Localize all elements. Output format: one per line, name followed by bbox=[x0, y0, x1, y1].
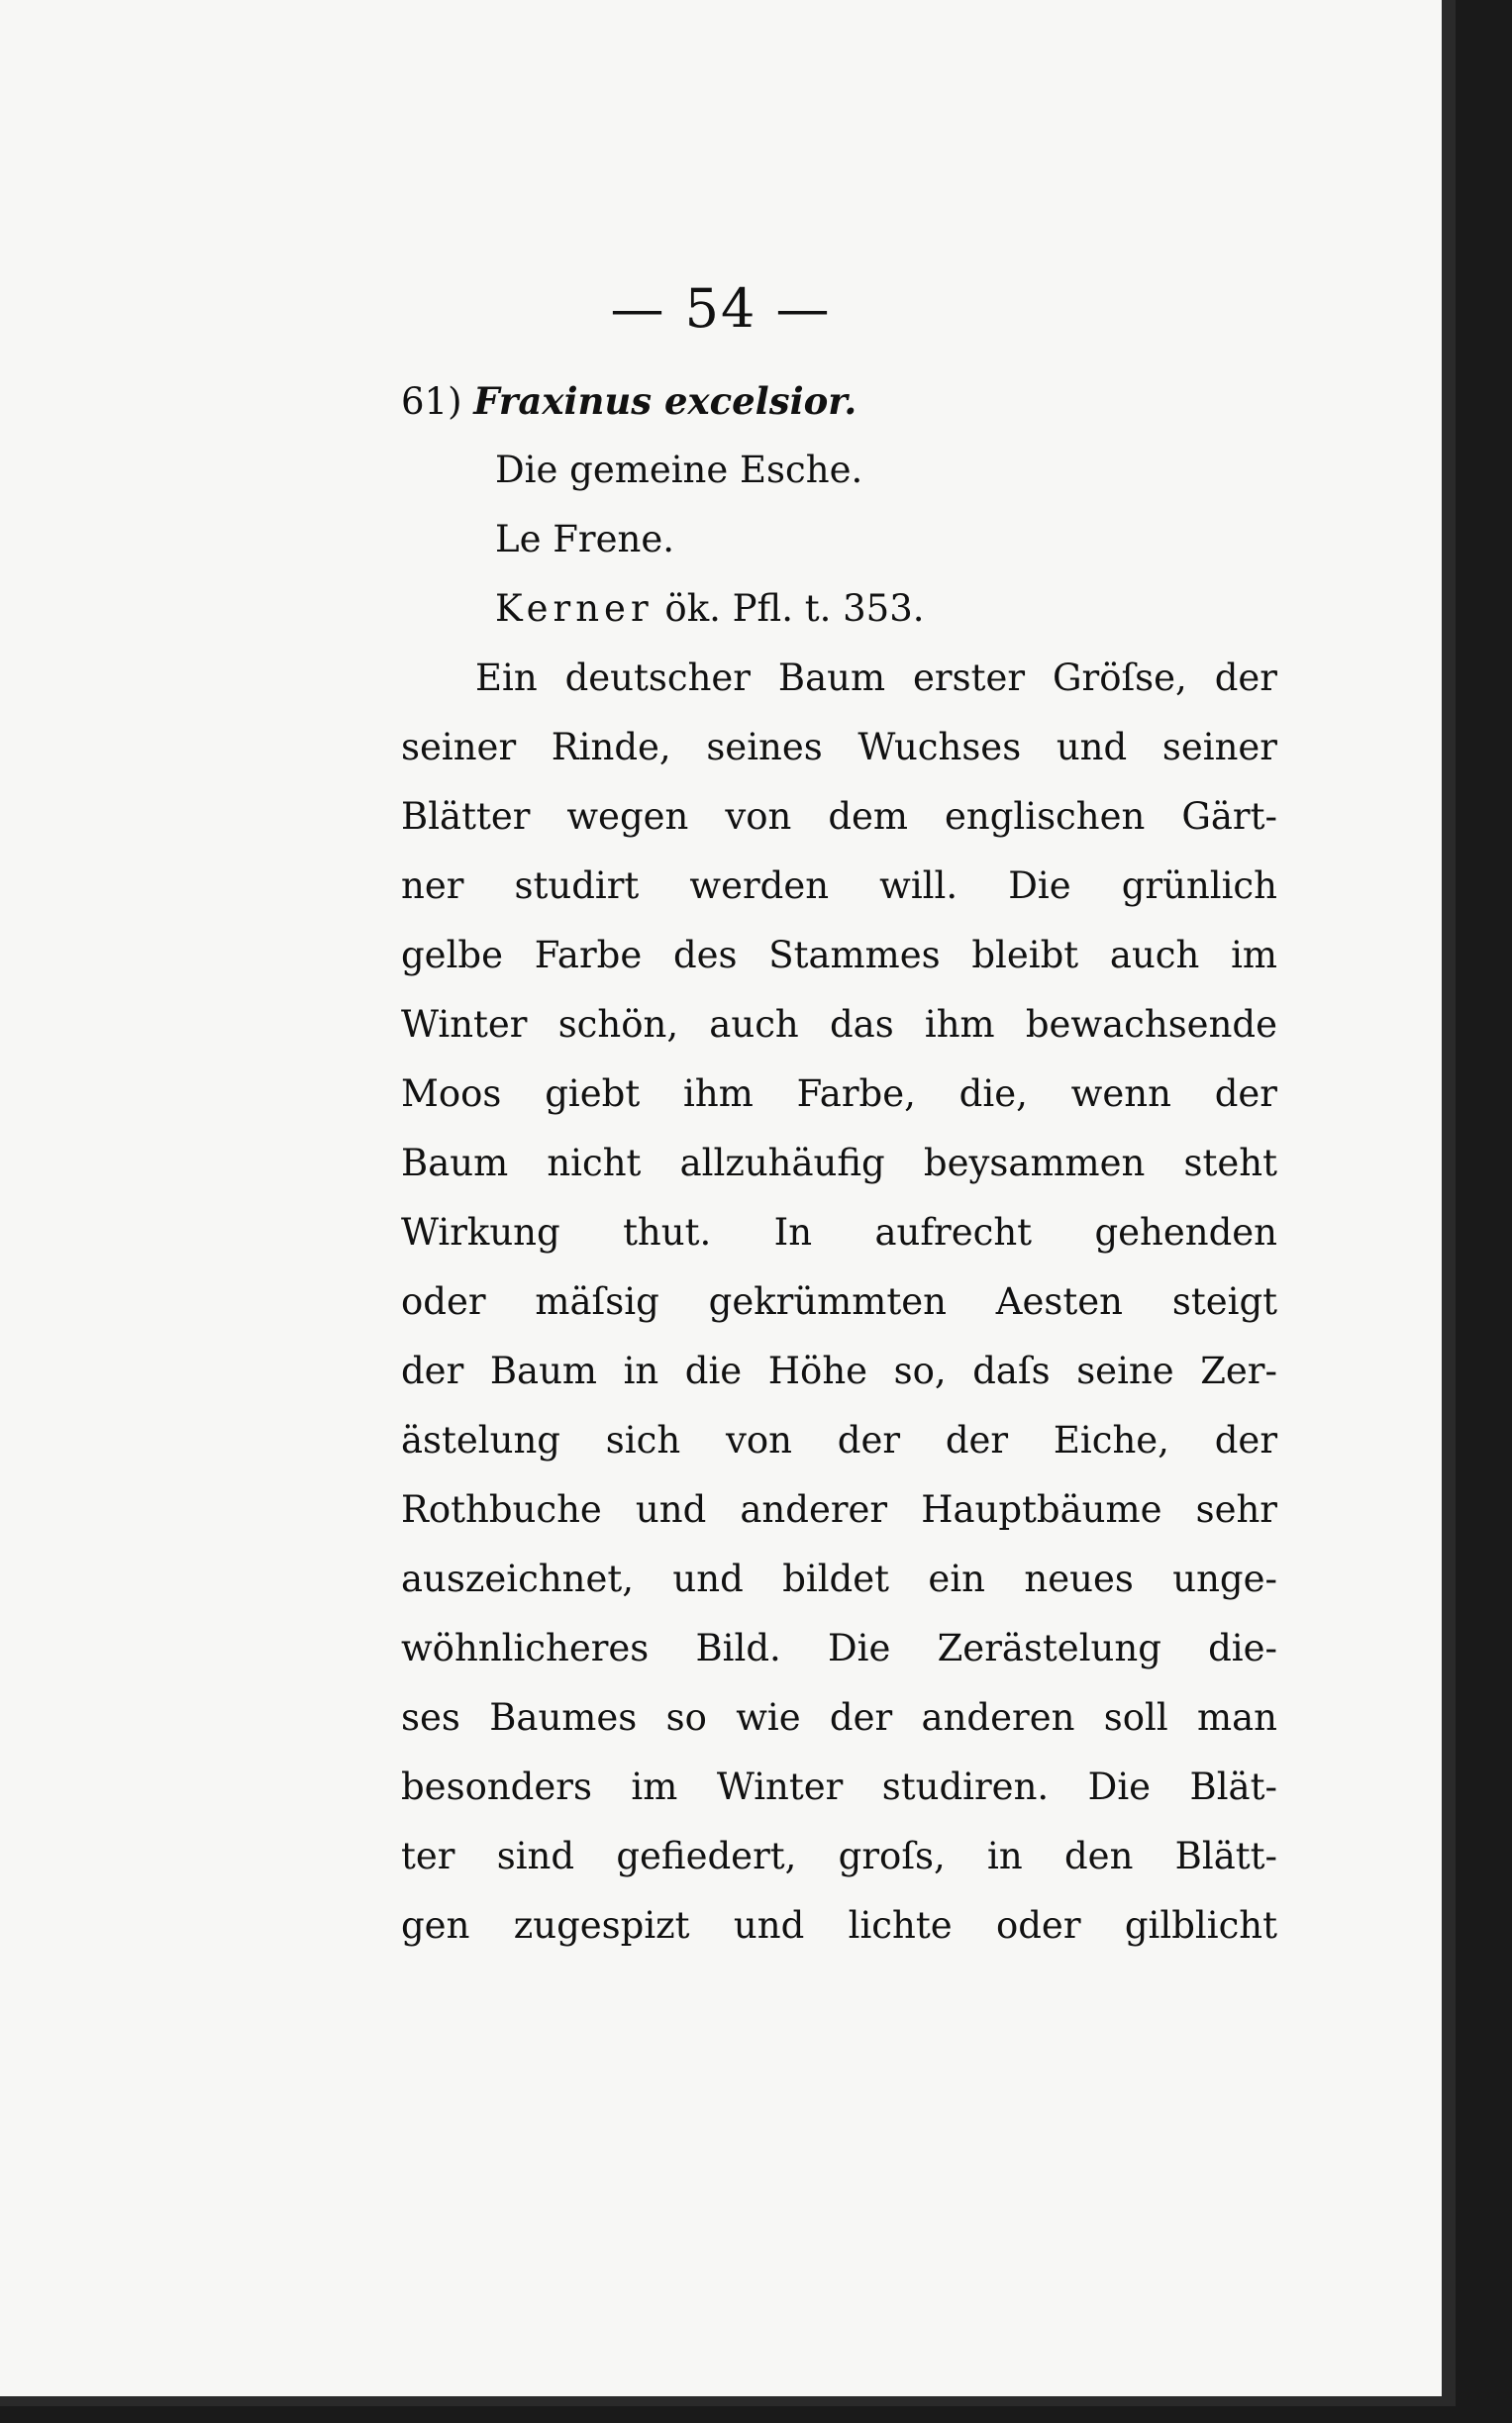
body-line: Winter schön, auch das ihm bewachsende bbox=[401, 1003, 1277, 1046]
body-line: Rothbuche und anderer Hauptbäume sehr bbox=[401, 1488, 1277, 1531]
reference-author: Kerner bbox=[495, 587, 654, 630]
body-line: seiner Rinde, seines Wuchses und seiner bbox=[401, 726, 1277, 768]
french-name: Le Frene. bbox=[495, 518, 674, 560]
heading-latin-line bbox=[401, 366, 1277, 436]
body-line: Baum nicht allzuhäufig beysammen steht bbox=[401, 1142, 1277, 1184]
reference-rest: ök. Pfl. t. 353. bbox=[664, 587, 925, 630]
entry-number: 61) bbox=[401, 380, 462, 423]
entry-heading bbox=[401, 366, 1277, 644]
body-line: ses Baumes so wie der anderen soll man bbox=[401, 1696, 1277, 1739]
body-line: wöhnlicheres Bild. Die Zerästelung die- bbox=[401, 1627, 1277, 1669]
body-line: gelbe Farbe des Stammes bleibt auch im bbox=[401, 934, 1277, 976]
body-line: Wirkung thut. In aufrecht gehenden bbox=[401, 1211, 1277, 1254]
body-line: ästelung sich von der der Eiche, der bbox=[401, 1419, 1277, 1462]
german-name: Die gemeine Esche. bbox=[495, 449, 863, 491]
body-text bbox=[401, 644, 1277, 1961]
reference-line bbox=[401, 574, 1277, 644]
body-line: Moos giebt ihm Farbe, die, wenn der bbox=[401, 1072, 1277, 1115]
body-line: auszeichnet, und bildet ein neues unge- bbox=[401, 1558, 1277, 1600]
body-line: oder mäſsig gekrümmten Aesten steigt bbox=[401, 1280, 1277, 1323]
body-line: Blätter wegen von dem englischen Gärt- bbox=[401, 795, 1277, 838]
body-line: besonders im Winter studiren. Die Blät- bbox=[401, 1766, 1277, 1808]
body-line: ner studirt werden will. Die grünlich bbox=[401, 864, 1277, 907]
body-line: ter sind gefiedert, groſs, in den Blätt- bbox=[401, 1835, 1277, 1877]
body-line: Ein deutscher Baum erster Gröſse, der bbox=[475, 656, 1277, 699]
body-line: der Baum in die Höhe so, daſs seine Zer- bbox=[401, 1350, 1277, 1392]
page-number: — 54 — bbox=[610, 277, 832, 340]
body-line: gen zugespizt und lichte oder gilblicht bbox=[401, 1904, 1277, 1947]
latin-name: Fraxinus excelsior. bbox=[473, 379, 857, 423]
